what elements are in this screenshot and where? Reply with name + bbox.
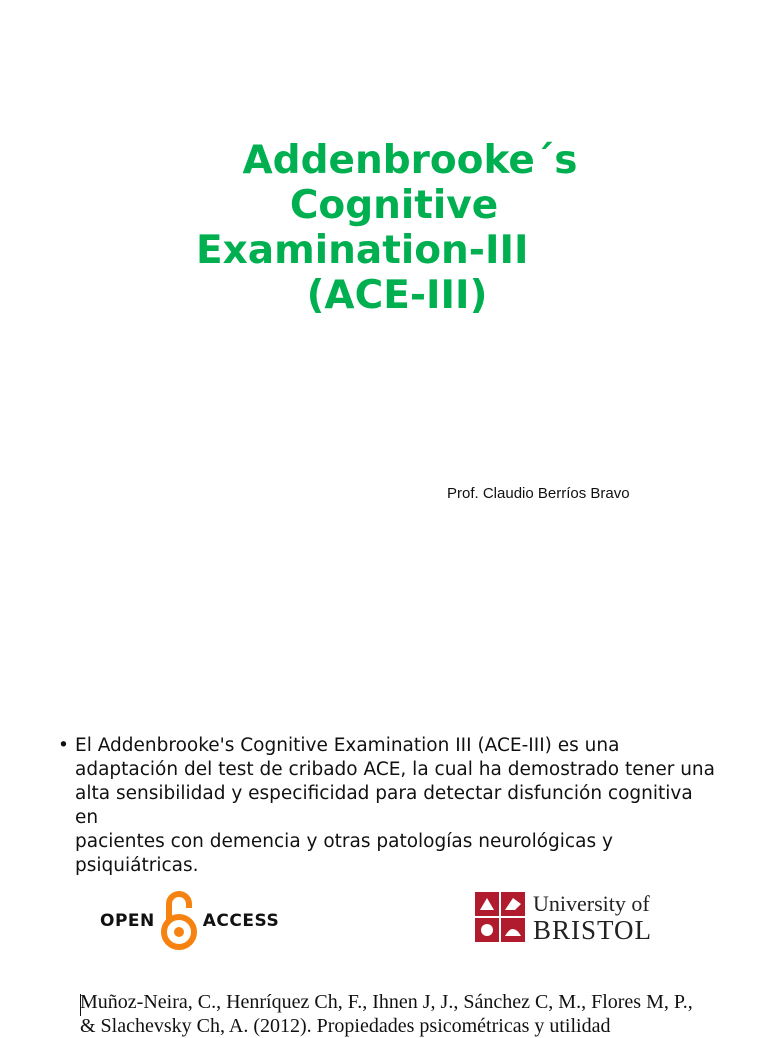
paragraph-line: El Addenbrooke's Cognitive Examination III (ACE-III) es una xyxy=(75,735,620,756)
reference-citation xyxy=(80,990,770,1038)
author-name: Prof. Claudio Berríos Bravo xyxy=(447,485,630,502)
bristol-crest-icon xyxy=(473,890,527,944)
open-access-right-word: ACCESS xyxy=(202,911,280,931)
citation-line: & Slachevsky Ch, A. (2012). Propiedades psicométricas y utilidad xyxy=(80,1015,611,1037)
open-access-left-word: OPEN xyxy=(100,911,155,931)
title-line-4: (ACE-III) xyxy=(306,273,488,318)
document-title xyxy=(0,138,768,318)
bristol-text: BRISTOL xyxy=(533,915,653,945)
title-line-2: Cognitive xyxy=(289,183,499,228)
paragraph-line: psiquiátricas. xyxy=(75,855,199,876)
description-paragraph xyxy=(58,734,718,876)
open-access-logo xyxy=(100,890,279,952)
citation-line: Muñoz-Neira, C., Henríquez Ch, F., Ihnen J, J., Sánchez C, M., Flores M, P., xyxy=(80,991,693,1013)
open-access-lock-icon xyxy=(159,890,199,952)
bullet-marker: • xyxy=(58,735,69,756)
university-of-bristol-logo xyxy=(473,890,652,944)
university-of-text: University of xyxy=(533,891,650,916)
paragraph-line: alta sensibilidad y especificidad para detectar disfunción cognitiva en xyxy=(75,783,693,828)
title-line-1: Addenbrooke´s xyxy=(242,138,578,183)
paragraph-line: pacientes con demencia y otras patologías neurológicas y xyxy=(75,831,613,852)
title-line-3: Examination-III xyxy=(196,228,529,273)
paragraph-line: adaptación del test de cribado ACE, la cual ha demostrado tener una xyxy=(75,759,715,780)
